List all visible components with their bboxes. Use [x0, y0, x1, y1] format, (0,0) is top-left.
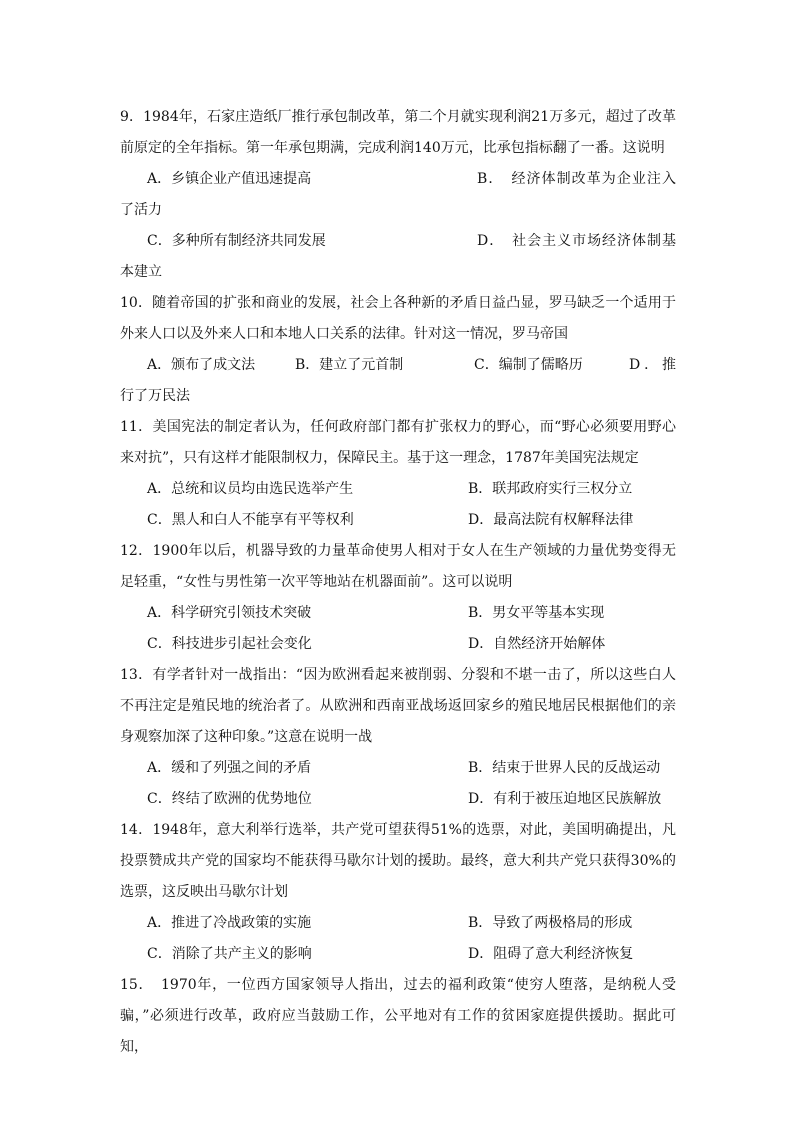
option-d[interactable]: D．阻碍了意大利经济恢复	[468, 946, 634, 962]
option-a[interactable]: A．科学研究引领技术突破	[147, 605, 312, 621]
question-stem: 12．1900年以后，机器导致的力量革命使男人相对于女人在生产领域的力量优势变得无足轻重，“女性与男性第一次平等地站在机器面前”。这可以说明	[120, 543, 676, 590]
question-list	[120, 102, 676, 1063]
question-12	[120, 536, 676, 660]
option-c[interactable]: C．终结了欧洲的优势地位	[147, 791, 312, 807]
option-row	[120, 908, 676, 939]
option-d[interactable]: D．推行了万民法	[120, 357, 676, 404]
option-b[interactable]: B．男女平等基本实现	[468, 605, 605, 621]
option-a[interactable]: A．推进了冷战政策的实施	[147, 915, 312, 931]
option-b[interactable]: B．联邦政府实行三权分立	[468, 481, 633, 497]
question-stem: 13．有学者针对一战指出：“因为欧洲看起来被削弱、分裂和不堪一击了，所以这些白人不再注定是殖民地的统治者了。从欧洲和西南亚战场返回家乡的殖民地居民根据他们的亲身观察加深了这种印象。”这意在说明一战	[120, 667, 676, 745]
option-c[interactable]: C．编制了儒略历	[474, 357, 583, 373]
option-row	[120, 505, 676, 536]
option-d[interactable]: D．最高法院有权解释法律	[468, 512, 634, 528]
option-row	[120, 939, 676, 970]
option-b[interactable]: B．建立了元首制	[295, 357, 404, 373]
question-10	[120, 288, 676, 412]
option-d[interactable]: D．自然经济开始解体	[468, 636, 606, 652]
option-c[interactable]: C．黑人和白人不能享有平等权利	[147, 512, 354, 528]
question-stem: 14．1948年，意大利举行选举，共产党可望获得51%的选票，对此，美国明确提出，凡投票赞成共产党的国家均不能获得马歇尔计划的援助。最终，意大利共产党只获得30%的选票，这反映出马歇尔计划	[120, 822, 676, 900]
option-b[interactable]: B．结束于世界人民的反战运动	[468, 760, 661, 776]
option-row	[120, 164, 676, 226]
question-15	[120, 970, 676, 1063]
question-stem: 9．1984年，石家庄造纸厂推行承包制改革，第二个月就实现利润21万多元，超过了改革前原定的全年指标。第一年承包期满，完成利润140万元，比承包指标翻了一番。这说明	[120, 109, 676, 156]
option-row	[120, 784, 676, 815]
option-row	[120, 598, 676, 629]
question-stem: 11．美国宪法的制定者认为，任何政府部门都有扩张权力的野心，而“野心必须要用野心来对抗”，只有这样才能限制权力，保障民主。基于这一理念，1787年美国宪法规定	[120, 419, 676, 466]
option-b[interactable]: B． 经济体制改革为企业注入了活力	[120, 171, 676, 218]
option-a[interactable]: A．总统和议员均由选民选举产生	[147, 481, 354, 497]
option-c[interactable]: C．多种所有制经济共同发展	[147, 233, 326, 249]
question-stem: 10．随着帝国的扩张和商业的发展，社会上各种新的矛盾日益凸显，罗马缺乏一个适用于外来人口以及外来人口和本地人口关系的法律。针对这一情况，罗马帝国	[120, 295, 676, 342]
option-row	[120, 350, 676, 412]
option-d[interactable]: D．有利于被压迫地区民族解放	[468, 791, 662, 807]
option-c[interactable]: C．消除了共产主义的影响	[147, 946, 312, 962]
option-a[interactable]: A．颁布了成文法	[147, 357, 256, 373]
question-14	[120, 815, 676, 970]
question-9	[120, 102, 676, 288]
option-row	[120, 474, 676, 505]
question-13	[120, 660, 676, 815]
option-d[interactable]: D． 社会主义市场经济体制基本建立	[120, 233, 676, 280]
question-stem: 15． 1970年，一位西方国家领导人指出，过去的福利政策“使穷人堕落，是纳税人受骗，”必须进行改革，政府应当鼓励工作，公平地对有工作的贫困家庭提供援助。据此可知，	[120, 977, 676, 1055]
option-row	[120, 226, 676, 288]
option-row	[120, 629, 676, 660]
option-b[interactable]: B．导致了两极格局的形成	[468, 915, 633, 931]
option-a[interactable]: A．乡镇企业产值迅速提高	[147, 171, 312, 187]
option-c[interactable]: C．科技进步引起社会变化	[147, 636, 312, 652]
question-11	[120, 412, 676, 536]
option-row	[120, 753, 676, 784]
option-a[interactable]: A．缓和了列强之间的矛盾	[147, 760, 312, 776]
